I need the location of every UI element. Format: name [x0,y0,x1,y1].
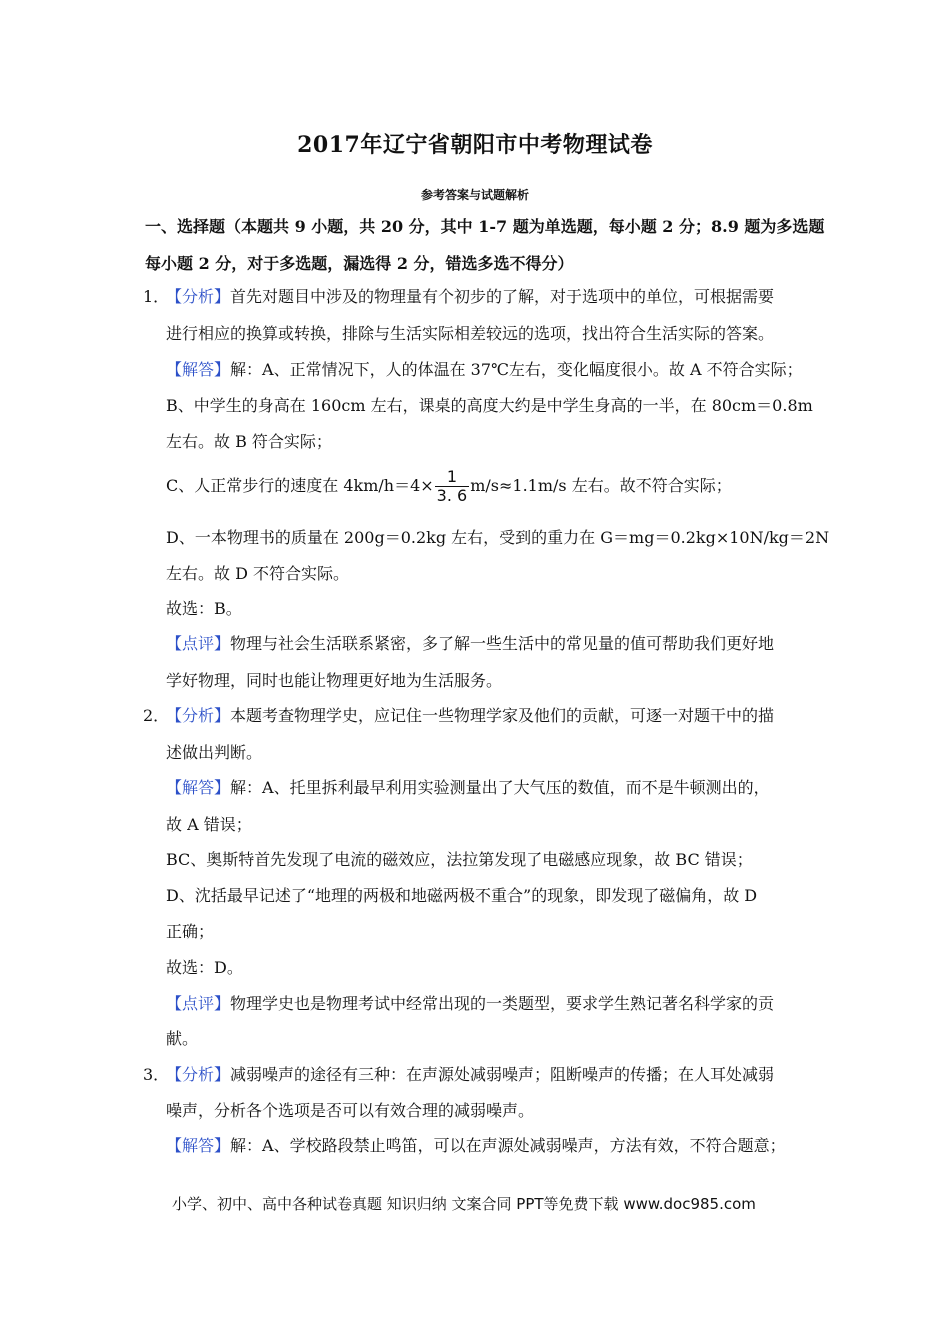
question-2-comment: 【点评】物理学史也是物理考试中经常出现的一类题型，要求学生熟记著名科学家的贡 [166,994,775,1013]
question-1-analysis-cont: 进行相应的换算或转换，排除与生活实际相差较远的选项，找出符合生活实际的答案。 [166,324,775,343]
answer-tag: 【解答】 [166,1136,231,1155]
question-2-comment-cont: 献。 [166,1029,199,1048]
question-3-answer: 【解答】解：A、学校路段禁止鸣笛，可以在声源处减弱噪声，方法有效，不符合题意； [166,1136,786,1155]
comment-tag: 【点评】 [166,994,231,1013]
section-heading-line-1: 一、选择题（本题共 9 小题，共 20 分，其中 1-7 题为单选题，每小题 2 分；8.9 题为多选题 [145,217,825,236]
question-2-option-d: D、沈括最早记述了“地理的两极和地磁两极不重合”的现象，即发现了磁偏角，故 D [166,886,758,905]
question-2-option-bc: BC、奥斯特首先发现了电流的磁效应，法拉第发现了电磁感应现象，故 BC 错误； [166,850,753,869]
section-heading-line-2: 每小题 2 分，对于多选题，漏选得 2 分，错选多选不得分） [145,254,574,273]
comment-tag: 【点评】 [166,634,231,653]
question-1-analysis: 【分析】首先对题目中涉及的物理量有个初步的了解，对于选项中的单位，可根据需要 [166,287,775,306]
analysis-tag: 【分析】 [166,706,231,725]
page-subtitle: 参考答案与试题解析 [420,188,529,202]
question-2-answer: 【解答】解：A、托里拆利最早利用实验测量出了大气压的数值，而不是牛顿测出的， [166,778,770,797]
question-1-answer: 【解答】解：A、正常情况下，人的体温在 37℃左右，变化幅度很小。故 A 不符合实际； [166,360,803,379]
fraction: $\frac{1}{3. 6}$ [436,467,468,505]
question-1-comment-cont: 学好物理，同时也能让物理更好地为生活服务。 [166,671,503,690]
question-2-analysis: 【分析】本题考查物理学史，应记住一些物理学家及他们的贡献，可逐一对题干中的描 [166,706,775,725]
question-2-choice: 故选：D。 [166,958,243,977]
question-2-option-d-cont: 正确； [166,922,215,941]
question-2-answer-cont: 故 A 错误； [166,815,252,834]
analysis-tag: 【分析】 [166,287,231,306]
question-3-analysis: 【分析】减弱噪声的途径有三种：在声源处减弱噪声；阻断噪声的传播；在人耳处减弱 [166,1065,775,1084]
question-3-analysis-cont: 噪声，分析各个选项是否可以有效合理的减弱噪声。 [166,1101,535,1120]
page-title: 2017年辽宁省朝阳市中考物理试卷 [297,132,653,158]
question-1-option-b-cont: 左右。故 B 符合实际； [166,432,332,451]
question-1-option-b: B、中学生的身高在 160cm 左右，课桌的高度大约是中学生身高的一半，在 80cm＝0.8m [166,396,813,415]
question-2-number: 2． [143,706,170,725]
question-1-number: 1． [143,287,170,306]
answer-tag: 【解答】 [166,778,231,797]
page-footer: 小学、初中、高中各种试卷真题 知识归纳 文案合同 PPT等免费下载 www.doc985.com [172,1195,756,1213]
question-1-option-d: D、一本物理书的质量在 200g＝0.2kg 左右，受到的重力在 G＝mg＝0.2kg×10N/kg＝2N [166,528,830,547]
answer-tag: 【解答】 [166,360,231,379]
question-1-choice: 故选：B。 [166,599,242,618]
analysis-tag: 【分析】 [166,1065,231,1084]
question-1-comment: 【点评】物理与社会生活联系紧密，多了解一些生活中的常见量的值可帮助我们更好地 [166,634,775,653]
question-3-number: 3． [143,1065,170,1084]
question-2-analysis-cont: 述做出判断。 [166,743,263,762]
question-1-option-d-cont: 左右。故 D 不符合实际。 [166,564,350,583]
question-1-option-c: C、人正常步行的速度在 4km/h＝4× $\frac{1}{3. 6}$ m/s≈1.1m/s 左右。故不符合实际； [166,467,732,505]
